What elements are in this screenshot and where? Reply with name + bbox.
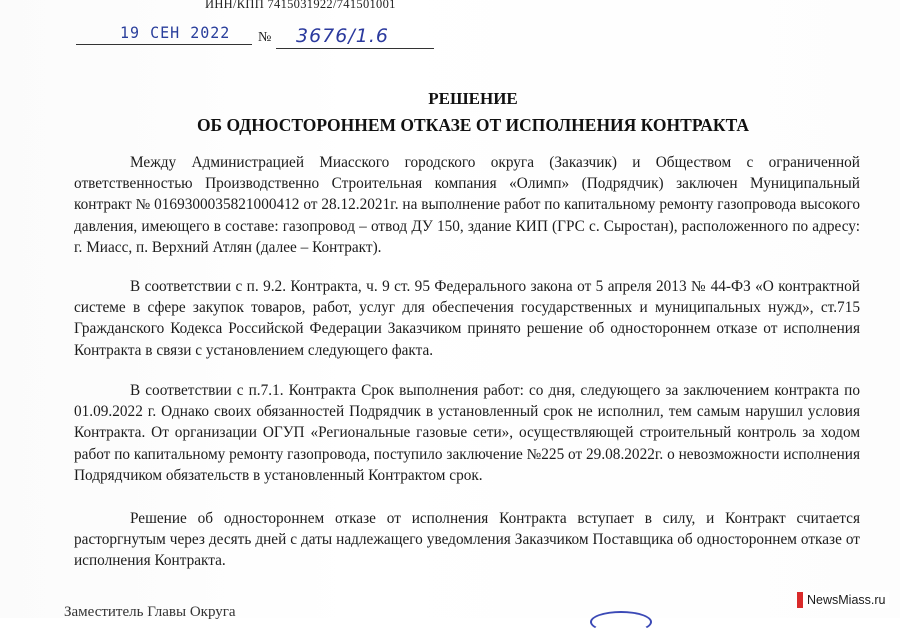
document-number: 3676/1.6 [296,25,389,47]
paragraph-3: В соответствии с п.7.1. Контракта Срок выполнения работ: со дня, следующего за заключением контракта по 01.09.2022 г. Однако своих обязанностей Подрядчик в установленный срок не исполнил, тем самым нарушил условия Контракта. От организации ОГУП «Региональные газовые сети», осуществляющей строительный контроль за ходом работ по капитальному ремонту газопровода, поступило заключение №225 от 29.08.2022г. о невозможности исполнения Подрядчиком обязательств в установленный Контрактом срок. [74,382,860,484]
date-underline [76,44,252,45]
signature-ink [590,611,652,633]
paragraph-4: Решение об одностороннем отказе от исполнения Контракта вступает в силу, и Контракт считается расторгнутым через десять дней с даты надлежащего уведомления Заказчиком Поставщика об одностороннем отказе от исполнения Контракта. [74,510,860,570]
number-underline [276,48,434,49]
inn-kpp: ИНН/КПП 7415031922/741501001 [205,0,396,11]
signature-line: Заместитель Главы Округа [64,604,236,620]
date-stamp: 19 СЕН 2022 [120,23,231,43]
number-sign: № [258,30,272,45]
paragraph-1: Между Администрацией Миасского городского округа (Заказчик) и Обществом с ограниченной ответственностью Производственно Строительная компания «Олимп» (Подрядчик) заключен Муниципальный контракт № 0169300035821000412 от 28.12.2021г. на выполнение работ по капитальному ремонту газопровода высокого давления, имеющего в составе: газопровод – отвод ДУ 150, здание КИП (ГРС с. Сыростан), расположенного по адресу: г. Миасс, п. Верхний Атлян (далее – Контракт). [74,154,860,256]
paragraph-2: В соответствии с п. 9.2. Контракта, ч. 9 ст. 95 Федерального закона от 5 апреля 2013 № 44-ФЗ «О контрактной системе в сфере закупок товаров, работ, услуг для обеспечения государственных и муниципальных нужд», ст.715 Гражданского Кодекса Российской Федерации Заказчиком принято решение об одностороннем отказе от исполнения Контракта в связи с установлением следующего факта. [74,278,860,359]
watermark-badge: NewsMiass.ru [797,592,889,608]
document-subtitle: ОБ ОДНОСТОРОННЕМ ОТКАЗЕ ОТ ИСПОЛНЕНИЯ КОНТРАКТА [196,115,750,135]
document-title: РЕШЕНИЕ [428,89,518,108]
